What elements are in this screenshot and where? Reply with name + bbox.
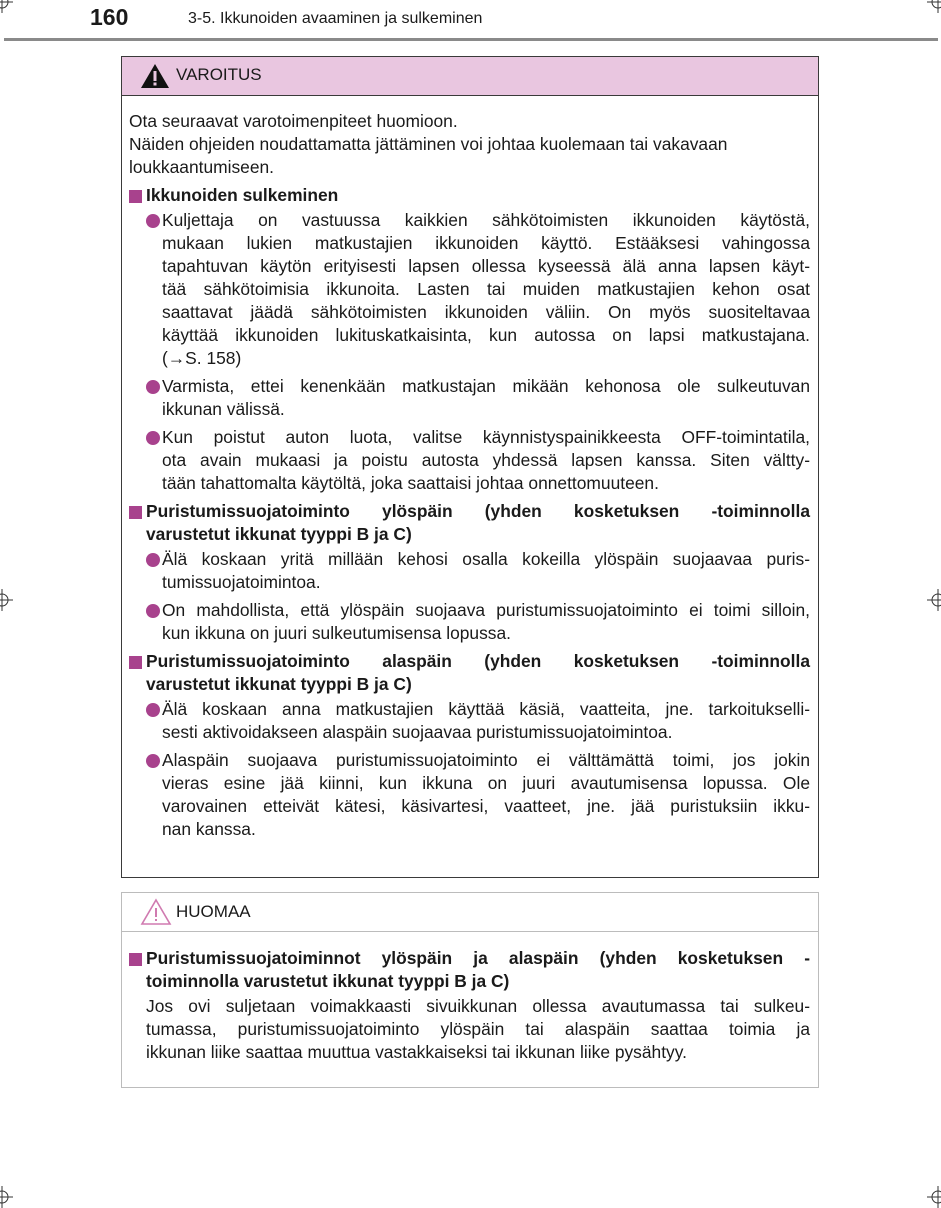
text-line: Ota seuraavat varotoimenpiteet huomioon. <box>129 111 458 131</box>
notice-box <box>121 892 819 1088</box>
text-line: Kuljettaja on vastuussa kaikkien sähkötoimisten ikkunoiden käytöstä, <box>162 210 810 230</box>
text-line: Puristumissuojatoiminto ylöspäin (yhden kosketuksen -toiminnolla <box>146 501 810 521</box>
sub-heading <box>129 650 810 696</box>
sub-heading <box>129 500 810 546</box>
text-line: varustetut ikkunat tyyppi B ja C) <box>146 674 412 694</box>
text-line: käyttää ikkunoiden lukituskatkaisinta, kun autossa on lapsi matkustajana. <box>162 325 810 345</box>
text-line: mukaan lukien matkustajien ikkunoiden käyttö. Estääksesi vahingossa <box>162 233 810 253</box>
header-rule <box>4 38 938 41</box>
notice-title: HUOMAA <box>176 902 251 921</box>
warning-header <box>122 57 818 96</box>
caution-triangle-icon <box>140 898 172 931</box>
round-bullet-icon <box>146 604 160 618</box>
bullet-item <box>129 375 810 421</box>
round-bullet-icon <box>146 553 160 567</box>
bullet-item <box>129 599 810 645</box>
round-bullet-icon <box>146 431 160 445</box>
text-line: On mahdollista, että ylöspäin suojaava puristumissuojatoiminto ei toimi silloin, <box>162 600 810 620</box>
warning-title: VAROITUS <box>176 65 262 84</box>
crop-mark-icon <box>927 0 941 13</box>
square-bullet-icon <box>129 506 142 519</box>
text-line: Kun poistut auton luota, valitse käynnistyspainikkeesta OFF-toimintatila, <box>162 427 810 447</box>
text-line: Ikkunoiden sulkeminen <box>146 185 339 205</box>
bullet-item <box>129 209 810 370</box>
bullet-item <box>129 698 810 744</box>
text-line: ikkunan liike saattaa muuttua vastakkaiseksi tai ikkunan liike pysähtyy. <box>146 1042 687 1062</box>
text-line: Jos ovi suljetaan voimakkaasti sivuikkunan ollessa avautumassa tai sulkeu- <box>146 996 810 1016</box>
sub-heading <box>129 184 810 207</box>
text-line: Älä koskaan anna matkustajien käyttää käsiä, vaatteita, jne. tarkoitukselli- <box>162 699 810 719</box>
text-line: ota avain mukaasi ja poistu autosta yhdessä lapsen kanssa. Siten vältty- <box>162 450 810 470</box>
text-line: tää sähkötoimisia ikkunoita. Lasten tai muiden matkustajien kehon osat <box>162 279 810 299</box>
crop-mark-icon <box>0 1186 13 1208</box>
round-bullet-icon <box>146 214 160 228</box>
text-line: saattavat jäädä sähkötoimisten ikkunoiden väliin. On myös suositeltavaa <box>162 302 810 322</box>
notice-header <box>122 893 818 932</box>
text-line: tapahtuvan käytön erityisesti lapsen ollessa kyseessä älä anna lapsen käyt- <box>162 256 810 276</box>
cross-reference-link[interactable]: (→S. 158) <box>162 348 242 368</box>
text-line: nan kanssa. <box>162 819 256 839</box>
text-line: sesti aktivoidakseen alaspäin suojaavaa puristumissuojatoimintoa. <box>162 722 673 742</box>
warning-box <box>121 56 819 878</box>
round-bullet-icon <box>146 380 160 394</box>
text-line: tään tahattomalta käytöltä, joka saattaisi johtaa onnettomuuteen. <box>162 473 659 493</box>
text-line: loukkaantumiseen. <box>129 157 275 177</box>
round-bullet-icon <box>146 703 160 717</box>
notice-paragraph <box>129 995 810 1064</box>
bullet-item <box>129 749 810 841</box>
square-bullet-icon <box>129 953 142 966</box>
square-bullet-icon <box>129 190 142 203</box>
warning-intro <box>129 110 810 179</box>
text-line: kun ikkuna on juuri sulkeutumisensa lopussa. <box>162 623 511 643</box>
text-line: ikkunan välissä. <box>162 399 285 419</box>
section-title: 3-5. Ikkunoiden avaaminen ja sulkeminen <box>188 10 483 27</box>
text-line: Näiden ohjeiden noudattamatta jättäminen voi johtaa kuolemaan tai vakavaan <box>129 134 728 154</box>
crop-mark-icon <box>927 1186 941 1208</box>
text-line: Varmista, ettei kenenkään matkustajan mikään kehonosa ole sulkeutuvan <box>162 376 810 396</box>
text-line: varustetut ikkunat tyyppi B ja C) <box>146 524 412 544</box>
crop-mark-icon <box>927 589 941 611</box>
square-bullet-icon <box>129 656 142 669</box>
crop-mark-icon <box>0 0 13 13</box>
text-line: Älä koskaan yritä millään kehosi osalla kokeilla ylöspäin suojaavaa puris- <box>162 549 810 569</box>
bullet-item <box>129 548 810 594</box>
text-line: Puristumissuojatoiminto alaspäin (yhden kosketuksen -toiminnolla <box>146 651 810 671</box>
sub-heading <box>129 947 810 993</box>
text-line: Puristumissuojatoiminnot ylöspäin ja alaspäin (yhden kosketuksen - <box>146 948 810 968</box>
text-line: vieras esine jää kiinni, kun ikkuna on juuri avautumisensa lopussa. Ole <box>162 773 810 793</box>
text-line: toiminnolla varustetut ikkunat tyyppi B ja C) <box>146 971 510 991</box>
text-line: varovainen etteivät kätesi, käsivartesi, vaatteet, jne. jää puristuksiin ikku- <box>162 796 810 816</box>
text-line: tumissuojatoimintoa. <box>162 572 321 592</box>
round-bullet-icon <box>146 754 160 768</box>
text-line: Alaspäin suojaava puristumissuojatoiminto ei välttämättä toimi, jos jokin <box>162 750 810 770</box>
warning-triangle-icon <box>140 63 170 94</box>
crop-mark-icon <box>0 589 13 611</box>
text-line: tumassa, puristumissuojatoiminto ylöspäin tai alaspäin saattaa toimia ja <box>146 1019 810 1039</box>
page-number: 160 <box>90 4 129 30</box>
bullet-item <box>129 426 810 495</box>
